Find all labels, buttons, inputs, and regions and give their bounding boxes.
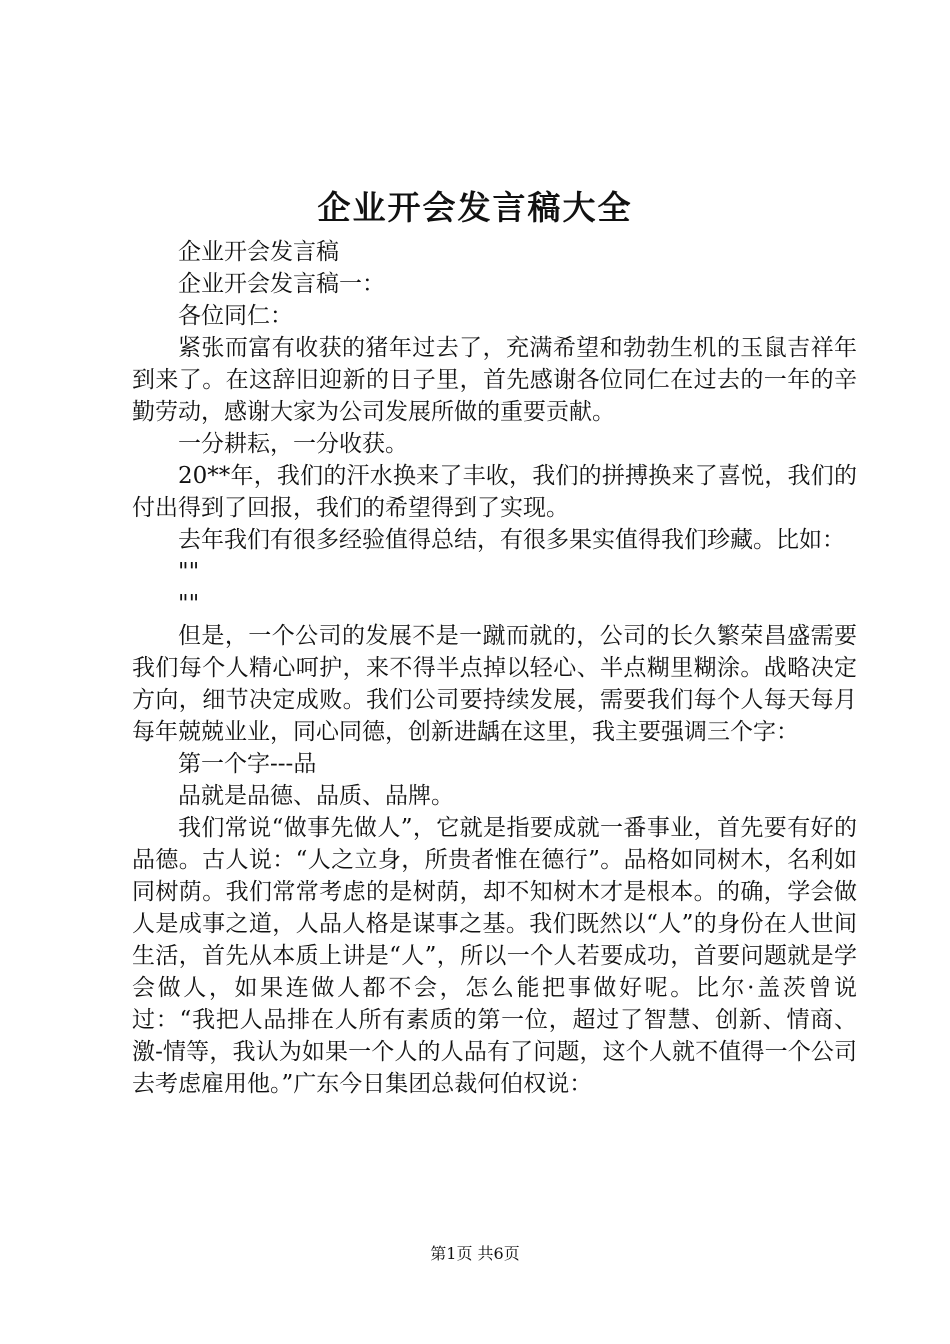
document-title: 企业开会发言稿大全: [317, 188, 633, 227]
paragraph: 一分耕耘，一分收获。: [178, 431, 408, 457]
document-body: [132, 236, 857, 1100]
paragraph: 我们常说“做事先做人”，它就是指要成就一番事业，首先要有好的品德。古人说：“人之立身，所贵者惟在德行”。品格如同树木，名利如同树荫。我们常常考虑的是树荫，却不知树木才是根本。的确，学会做人是成事之道，人品人格是谋事之基。我们既然以“人”的身份在人世间生活，首先从本质上讲是“人”，所以一个人若要成功，首要问题就是学会做人，如果连做人都不会，怎么能把事做好呢。比尔·盖茨曾说过：“我把人品排在人所有素质的第一位，超过了智慧、创新、情商、激-情等，我认为如果一个人的人品有了问题，这个人就不值得一个公司去考虑雇用他。”广东今日集团总裁何伯权说：: [132, 815, 857, 1097]
paragraph: 第一个字---品: [178, 751, 317, 777]
paragraph: 各位同仁：: [178, 303, 293, 329]
paragraph: 紧张而富有收获的猪年过去了，充满希望和勃勃生机的玉鼠吉祥年到来了。在这辞旧迎新的日子里，首先感谢各位同仁在过去的一年的辛勤劳动，感谢大家为公司发展所做的重要贡献。: [132, 335, 857, 425]
paragraph: 20**年，我们的汗水换来了丰收，我们的拼搏换来了喜悦，我们的付出得到了回报，我们的希望得到了实现。: [132, 463, 857, 521]
paragraph: 品就是品德、品质、品牌。: [178, 783, 454, 809]
paragraph: "": [178, 559, 200, 585]
paragraph: 企业开会发言稿: [178, 239, 339, 265]
paragraph: 企业开会发言稿一：: [178, 271, 385, 297]
paragraph: 但是，一个公司的发展不是一蹴而就的，公司的长久繁荣昌盛需要我们每个人精心呵护，来不得半点掉以轻心、半点糊里糊涂。战略决定方向，细节决定成败。我们公司要持续发展，需要我们每个人每天每月每年兢兢业业，同心同德，创新进龋在这里，我主要强调三个字：: [132, 623, 857, 745]
paragraph: "": [178, 591, 200, 617]
page-footer: 第1页 共6页: [430, 1244, 520, 1263]
paragraph: 去年我们有很多经验值得总结，有很多果实值得我们珍藏。比如：: [178, 527, 845, 553]
